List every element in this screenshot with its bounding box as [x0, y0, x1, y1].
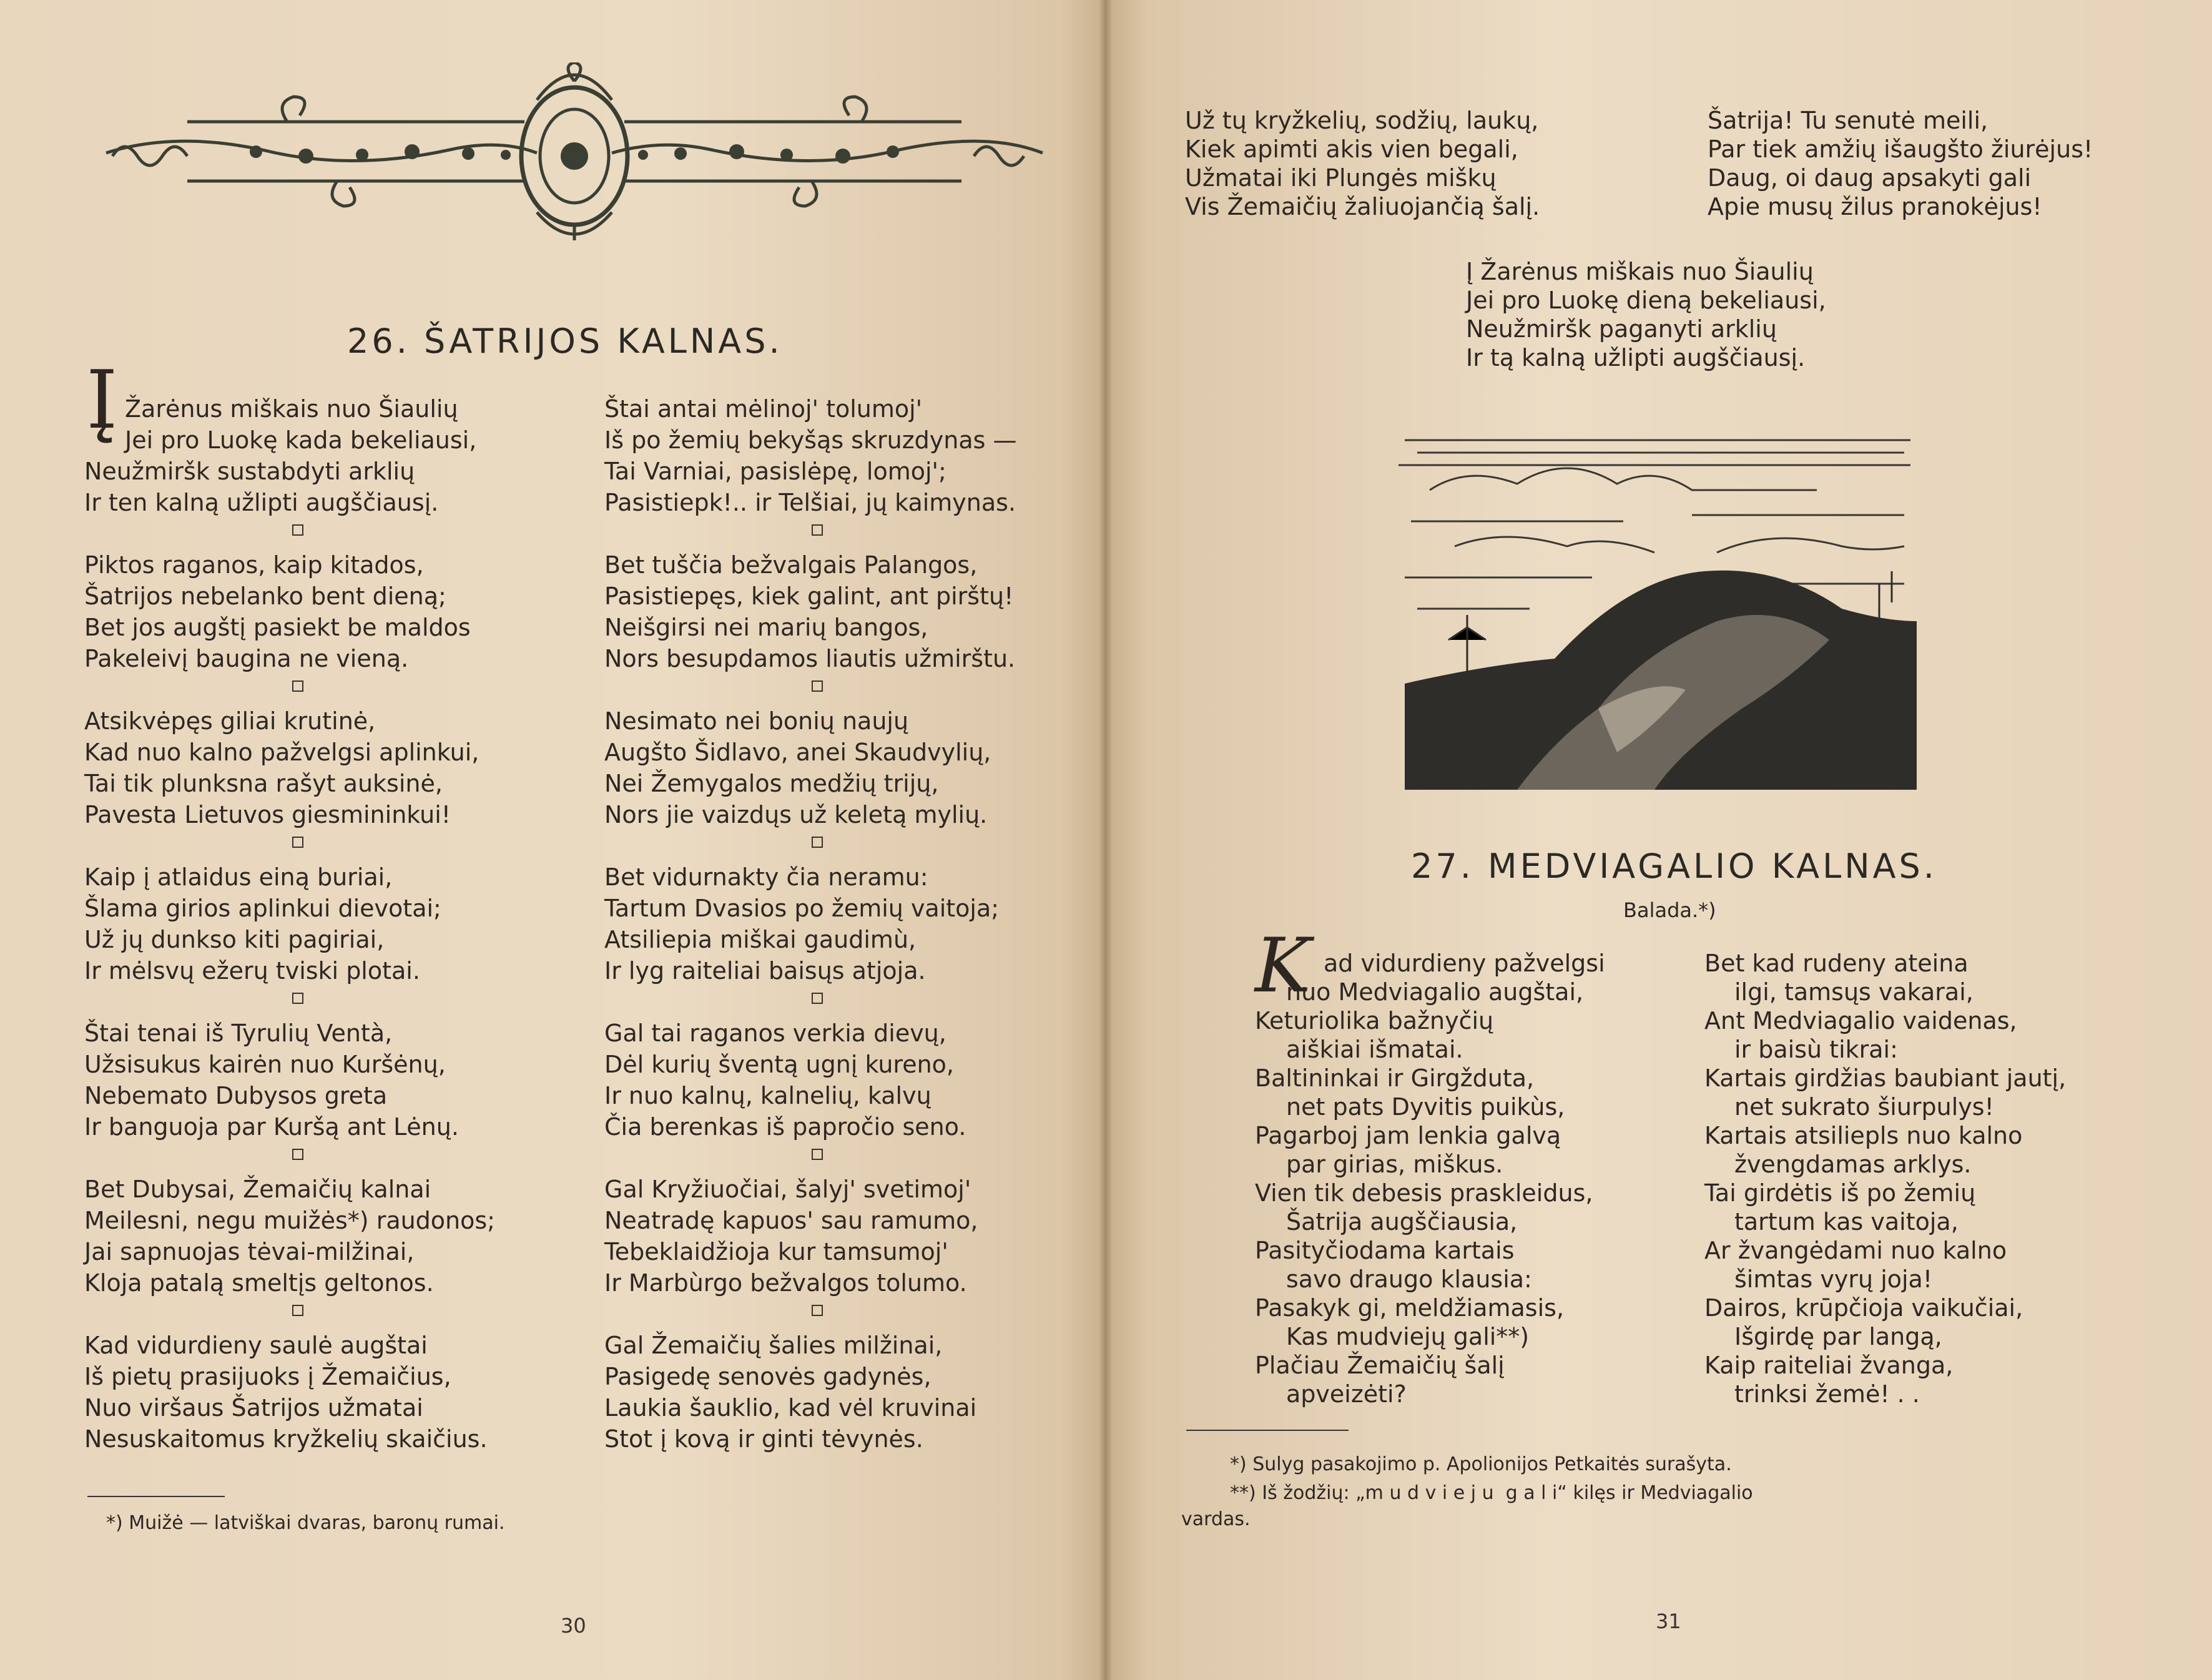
poem-line: Ir mėlsvų ežerų tviski plotai.: [84, 957, 420, 985]
poem-line: ad vidurdieny pažvelgsi: [1324, 950, 1605, 977]
poem-line: Štai antai mėlinoj' tolumoj': [604, 395, 923, 423]
engraved-hill-landscape-icon: [1392, 415, 1923, 790]
poem-line: net sukrato šiurpulys!: [1734, 1093, 1994, 1121]
poem-line: Neužmiršk sustabdyti arklių: [84, 458, 415, 485]
poem-line: Užmatai iki Plungės miškų: [1185, 164, 1497, 192]
stanza-separator-icon: [812, 1305, 823, 1316]
poem-line: Vien tik debesis praskleidus,: [1255, 1179, 1593, 1207]
stanza-separator-icon: [292, 1305, 303, 1316]
poem-line: Bet jos augštį pasiekt be maldos: [84, 614, 471, 641]
page-number: 30: [561, 1614, 586, 1638]
poem-line: Gal tai raganos verkia dievų,: [604, 1019, 946, 1047]
poem-line: Kiek apimti akis vien begali,: [1185, 135, 1518, 163]
poem-line: Nebemato Dubysos greta: [84, 1082, 388, 1109]
footnote: *) Muižė — latviškai dvaras, baronų rumai.: [106, 1512, 505, 1534]
poem-line: Augšto Šidlavo, anei Skaudvylių,: [604, 739, 991, 766]
poem-line: Už jų dunkso kiti pagiriai,: [84, 926, 385, 953]
poem-line: Gal Kryžiuočiai, šalyj' svetimoj': [604, 1176, 971, 1203]
poem-line: Stot į kovą ir ginti tėvynės.: [604, 1425, 923, 1453]
poem-line: Tai tik plunksna rašyt auksinė,: [84, 770, 443, 797]
poem-line: Bet vidurnakty čia neramu:: [604, 863, 928, 891]
poem-line: Nuo viršaus Šatrijos užmatai: [84, 1394, 423, 1422]
poem-line: Bet kad rudeny ateina: [1704, 950, 1969, 977]
poem-line: Jei pro Luokę kada bekeliausi,: [125, 426, 477, 454]
poem-line: Šatrijos nebelanko bent dieną;: [84, 582, 446, 610]
poem-line: Kartais girdžias baubiant jautį,: [1704, 1064, 2067, 1092]
poem-line: Kaip raiteliai žvanga,: [1704, 1352, 1954, 1379]
poem-line: Pasityčiodama kartais: [1255, 1237, 1515, 1264]
poem-line: Pakeleivį baugina ne vieną.: [84, 645, 409, 672]
poem-line: Atsikvėpęs giliai krutinė,: [84, 707, 376, 735]
poem-line: Tai girdėtis iš po žemių: [1704, 1179, 1976, 1207]
poem-title: 27. MEDVIAGALIO KALNAS.: [1411, 847, 1937, 886]
page-title: 26. ŠATRIJOS KALNAS.: [347, 322, 783, 361]
poem-line: Čia berenkas iš papročio seno.: [604, 1113, 966, 1141]
poem-line: ir baisù tikrai:: [1734, 1036, 1898, 1063]
poem-line: Plačiau Žemaičių šalį: [1255, 1352, 1505, 1379]
book-gutter: [1099, 0, 1113, 1680]
poem-line: Ir lyg raiteliai baisųs atjoja.: [604, 957, 926, 985]
poem-line: Atsiliepia miškai gaudimù,: [604, 926, 917, 953]
poem-line: žvengdamas arklys.: [1734, 1151, 1972, 1178]
poem-line: Už tų kryžkelių, sodžių, laukų,: [1185, 107, 1539, 134]
poem-line: Neatradę kapuos' sau ramumo,: [604, 1207, 978, 1234]
poem-line: Neužmiršk paganyti arklių: [1466, 315, 1777, 343]
poem-line: trinksi žemė! . .: [1734, 1380, 1920, 1408]
poem-line: Kas mudviejų gali**): [1286, 1323, 1530, 1350]
poem-line: Nors jie vaizdųs už keletą mylių.: [604, 801, 988, 828]
footnote-rule: [87, 1496, 225, 1497]
poem-subtitle: Balada.*): [1623, 898, 1716, 922]
poem-line: Ir banguoja par Kuršą ant Lėnų.: [84, 1113, 459, 1141]
poem-line: Ir Marbùrgo bežvalgos tolumo.: [604, 1269, 967, 1297]
stanza-separator-icon: [292, 680, 303, 692]
poem-line: Kaip į atlaidus einą buriai,: [84, 863, 393, 891]
poem-line: Ir tą kalną užlipti augščiausį.: [1466, 344, 1806, 371]
poem-line: apveizėti?: [1286, 1380, 1407, 1408]
poem-line: Nesuskaitomus kryžkelių skaičius.: [84, 1425, 488, 1453]
stanza-separator-icon: [292, 1149, 303, 1160]
poem-line: Ar žvangėdami nuo kalno: [1704, 1237, 2007, 1264]
drop-cap: K: [1255, 923, 1311, 1009]
floral-headpiece-ornament-icon: [100, 62, 1049, 243]
poem-line: Tai Varniai, pasislėpę, lomoj';: [604, 458, 946, 485]
poem-line: Išgirdę par langą,: [1734, 1323, 1942, 1350]
poem-line: aiškiai išmatai.: [1286, 1036, 1463, 1063]
stanza-separator-icon: [812, 524, 823, 536]
poem-line: Kad nuo kalno pažvelgsi aplinkui,: [84, 739, 479, 766]
poem-line: Apie musų žilus pranokėjus!: [1708, 193, 2042, 220]
poem-line: Gal Žemaičių šalies milžinai,: [604, 1332, 943, 1359]
poem-line: ilgi, tamsųs vakarai,: [1734, 978, 1974, 1006]
poem-line: Iš po žemių bekyšąs skruzdynas —: [604, 426, 1017, 454]
poem-line: Par tiek amžių išaugšto žiurėjus!: [1708, 135, 2093, 163]
poem-line: Daug, oi daug apsakyti gali: [1708, 164, 2032, 192]
drop-cap: Į: [86, 354, 118, 447]
poem-line: Pagarboj jam lenkia galvą: [1255, 1122, 1561, 1149]
poem-line: nuo Medviagalio augštai,: [1286, 978, 1584, 1006]
poem-line: Keturiolika bažnyčių: [1255, 1007, 1494, 1034]
poem-line: Štai tenai iš Tyrulių Ventà,: [84, 1019, 393, 1047]
poem-line: Jai sapnuojas tėvai-milžinai,: [84, 1238, 415, 1265]
poem-line: Nei Žemygalos medžių trijų,: [604, 770, 939, 797]
poem-line: Meilesni, negu muižės*) raudonos;: [84, 1207, 495, 1234]
footnote-2-cont: vardas.: [1181, 1508, 1251, 1530]
poem-line: Piktos raganos, kaip kitados,: [84, 551, 424, 579]
poem-line: Nesimato nei bonių naujų: [604, 707, 909, 735]
poem-line: Pasigedę senovės gadynės,: [604, 1363, 931, 1390]
poem-line: Jei pro Luokę dieną bekeliausi,: [1466, 287, 1826, 314]
footnote-rule: [1186, 1430, 1349, 1431]
poem-line: Dėl kurių šventą ugnį kureno,: [604, 1051, 954, 1078]
poem-line: Į Žarėnus miškais nuo Šiaulių: [1466, 258, 1814, 285]
poem-line: Pavesta Lietuvos giesmininkui!: [84, 801, 451, 828]
poem-line: Nors besupdamos liautis užmirštu.: [604, 645, 1016, 672]
poem-line: Pasistiepęs, kiek galint, ant pirštų!: [604, 582, 1014, 610]
left-page: [0, 0, 1105, 1680]
poem-line: Iš pietų prasijuoks į Žemaičius,: [84, 1363, 451, 1390]
poem-line: Žarėnus miškais nuo Šiaulių: [125, 395, 458, 423]
stanza-separator-icon: [812, 680, 823, 692]
page-number: 31: [1656, 1609, 1681, 1633]
footnote-2: **) Iš žodžių: „m u d v i e j u g a l i“ kilęs ir Medviagalio: [1230, 1482, 1753, 1504]
poem-line: Užsisukus kairėn nuo Kuršėnų,: [84, 1051, 446, 1078]
poem-line: Bet Dubysai, Žemaičių kalnai: [84, 1176, 431, 1203]
poem-line: Ant Medviagalio vaidenas,: [1704, 1007, 2017, 1034]
poem-line: net pats Dyvitis puikùs,: [1286, 1093, 1565, 1121]
poem-line: Ir ten kalną užlipti augščiausį.: [84, 489, 439, 516]
poem-line: Tebeklaidžioja kur tamsumoj': [604, 1238, 948, 1265]
poem-line: Vis Žemaičių žaliuojančią šalį.: [1185, 193, 1540, 220]
poem-line: Tartum Dvasios po žemių vaitoja;: [604, 895, 1000, 922]
poem-line: Šatrija augščiausia,: [1286, 1208, 1518, 1235]
poem-line: Dairos, krūpčioja vaikučiai,: [1704, 1294, 2023, 1322]
right-page: [1105, 0, 2212, 1680]
poem-line: Kloja patalą smeltįs geltonos.: [84, 1269, 434, 1297]
footnote-1: *) Sulyg pasakojimo p. Apolionijos Petkaitės surašyta.: [1230, 1453, 1732, 1475]
poem-line: tartum kas vaitoja,: [1734, 1208, 1959, 1235]
poem-line: Šlama girios aplinkui dievotai;: [84, 895, 441, 922]
poem-line: Bet tuščia bežvalgais Palangos,: [604, 551, 978, 579]
poem-line: par girias, miškus.: [1286, 1151, 1503, 1178]
stanza-separator-icon: [812, 837, 823, 848]
poem-line: Ir nuo kalnų, kalnelių, kalvų: [604, 1082, 931, 1109]
poem-line: Šatrija! Tu senutė meili,: [1708, 107, 1988, 134]
poem-line: Kad vidurdieny saulė augštai: [84, 1332, 428, 1359]
poem-line: Laukia šauklio, kad vėl kruvinai: [604, 1394, 977, 1422]
stanza-separator-icon: [292, 837, 303, 848]
poem-line: Kartais atsiliepls nuo kalno: [1704, 1122, 2023, 1149]
stanza-separator-icon: [292, 524, 303, 536]
poem-line: Pasistiepk!.. ir Telšiai, jų kaimynas.: [604, 489, 1016, 516]
stanza-separator-icon: [812, 1149, 823, 1160]
poem-line: Baltininkai ir Girgžduta,: [1255, 1064, 1535, 1092]
poem-line: savo draugo klausia:: [1286, 1265, 1532, 1293]
poem-line: Neišgirsi nei marių bangos,: [604, 614, 928, 641]
stanza-separator-icon: [292, 993, 303, 1004]
poem-line: šimtas vyrų joja!: [1734, 1265, 1933, 1293]
poem-line: Pasakyk gi, meldžiamasis,: [1255, 1294, 1565, 1322]
stanza-separator-icon: [812, 993, 823, 1004]
